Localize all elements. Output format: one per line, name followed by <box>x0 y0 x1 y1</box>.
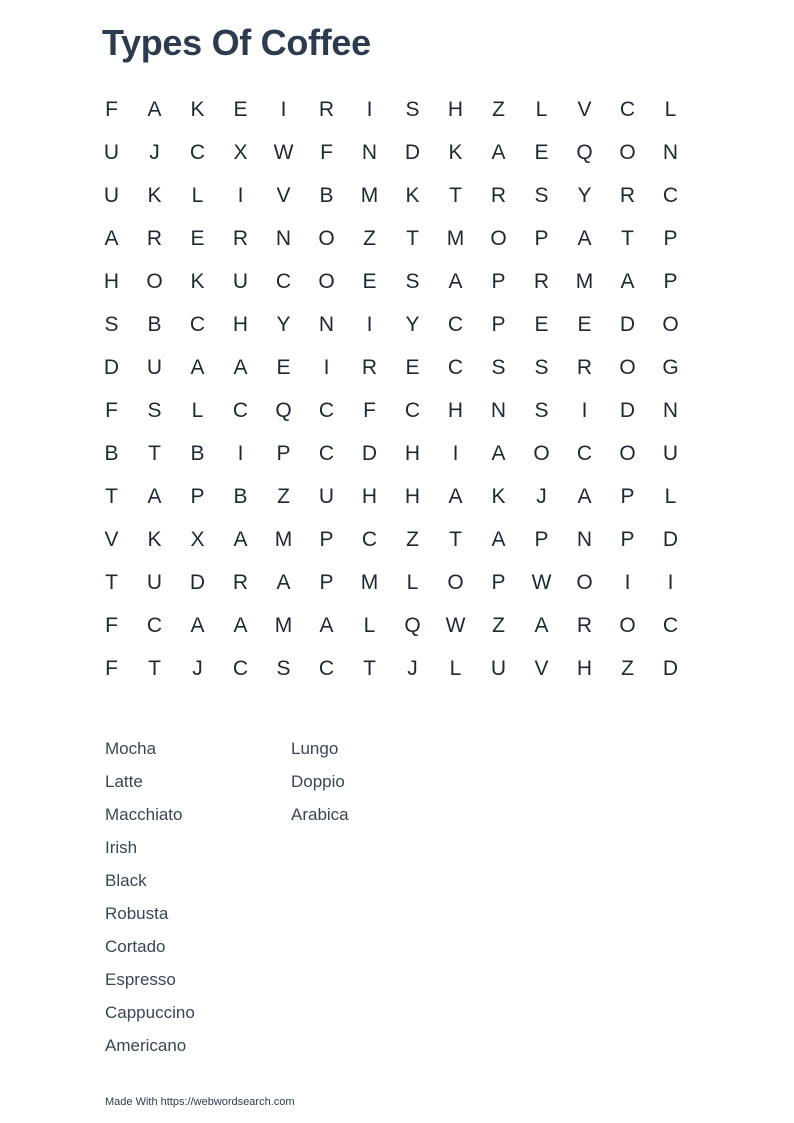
grid-letter: B <box>190 442 205 465</box>
grid-letter: R <box>318 98 335 121</box>
grid-letter: H <box>404 485 421 508</box>
grid-letter: S <box>534 399 549 422</box>
grid-letter: R <box>533 270 550 293</box>
grid-letter: X <box>190 528 205 551</box>
grid-letter: C <box>318 399 335 422</box>
grid-letter: J <box>536 485 547 508</box>
grid-letter: L <box>664 98 677 121</box>
grid-letter: L <box>363 614 376 637</box>
grid-letter: M <box>274 614 293 637</box>
grid-letter: I <box>452 442 459 465</box>
grid-letter: Q <box>404 614 421 637</box>
grid-letter: B <box>319 184 334 207</box>
grid-letter: U <box>318 485 335 508</box>
grid-letter: A <box>190 614 205 637</box>
grid-letter: R <box>232 227 249 250</box>
letter-grid <box>90 88 692 690</box>
grid-letter: O <box>146 270 163 293</box>
grid-letter: F <box>320 141 333 164</box>
grid-letter: S <box>276 657 291 680</box>
footer-credit: Made With https://webwordsearch.com <box>105 1096 295 1108</box>
grid-letter: P <box>491 313 506 336</box>
grid-letter: P <box>620 528 635 551</box>
grid-letter: P <box>620 485 635 508</box>
grid-letter: P <box>491 270 506 293</box>
grid-letter: D <box>619 313 636 336</box>
grid-letter: L <box>535 98 548 121</box>
grid-letter: S <box>405 98 420 121</box>
grid-letter: N <box>318 313 335 336</box>
grid-letter: N <box>576 528 593 551</box>
word-list-item: Lungo <box>291 739 339 758</box>
grid-letter: A <box>491 528 506 551</box>
grid-letter: I <box>366 313 373 336</box>
word-list-item: Mocha <box>105 739 157 758</box>
word-list-item: Latte <box>105 772 143 791</box>
grid-letter: P <box>276 442 291 465</box>
grid-letter: D <box>404 141 421 164</box>
grid-letter: W <box>273 141 294 164</box>
grid-letter: T <box>148 657 161 680</box>
grid-letter: W <box>531 571 552 594</box>
grid-letter: W <box>445 614 466 637</box>
grid-letter: R <box>576 614 593 637</box>
grid-letter: S <box>534 184 549 207</box>
grid-letter: A <box>104 227 119 250</box>
grid-letter: L <box>191 399 204 422</box>
grid-letter: V <box>577 98 592 121</box>
grid-letter: B <box>104 442 119 465</box>
grid-letter: C <box>318 442 335 465</box>
page-title: Types Of Coffee <box>102 22 371 63</box>
grid-letter: U <box>232 270 249 293</box>
grid-letter: T <box>449 184 462 207</box>
grid-letter: A <box>448 270 463 293</box>
grid-letter: C <box>662 614 679 637</box>
grid-letter: Q <box>576 141 593 164</box>
grid-letter: R <box>490 184 507 207</box>
grid-letter: R <box>232 571 249 594</box>
grid-letter: R <box>361 356 378 379</box>
grid-letter: F <box>105 399 118 422</box>
grid-letter: I <box>581 399 588 422</box>
grid-letter: C <box>189 313 206 336</box>
grid-letter: F <box>363 399 376 422</box>
grid-letter: K <box>190 270 205 293</box>
grid-letter: A <box>233 356 248 379</box>
grid-letter: C <box>189 141 206 164</box>
grid-letter: P <box>534 227 549 250</box>
grid-letter: F <box>105 614 118 637</box>
grid-letter: P <box>663 270 678 293</box>
grid-letter: Z <box>492 98 505 121</box>
grid-letter: A <box>147 98 162 121</box>
grid-letter: C <box>146 614 163 637</box>
grid-letter: I <box>237 184 244 207</box>
grid-letter: T <box>105 485 118 508</box>
grid-letter: K <box>147 528 162 551</box>
grid-letter: Z <box>621 657 634 680</box>
grid-letter: C <box>361 528 378 551</box>
grid-letter: O <box>619 614 636 637</box>
grid-letter: T <box>105 571 118 594</box>
grid-letter: Y <box>405 313 420 336</box>
grid-letter: S <box>147 399 162 422</box>
grid-letter: C <box>232 657 249 680</box>
grid-letter: E <box>190 227 205 250</box>
grid-letter: D <box>662 528 679 551</box>
grid-letter: D <box>361 442 378 465</box>
grid-letter: C <box>404 399 421 422</box>
grid-letter: E <box>534 141 549 164</box>
grid-letter: A <box>577 227 592 250</box>
grid-letter: D <box>619 399 636 422</box>
grid-letter: U <box>146 571 163 594</box>
word-list-item: Cortado <box>105 937 166 956</box>
grid-letter: D <box>662 657 679 680</box>
grid-letter: K <box>147 184 162 207</box>
grid-letter: F <box>105 657 118 680</box>
grid-letter: C <box>662 184 679 207</box>
grid-letter: S <box>405 270 420 293</box>
grid-letter: V <box>534 657 549 680</box>
grid-letter: C <box>619 98 636 121</box>
grid-letter: Y <box>276 313 291 336</box>
grid-letter: H <box>447 98 464 121</box>
word-list-item: Cappuccino <box>105 1003 195 1022</box>
grid-letter: A <box>190 356 205 379</box>
grid-letter: L <box>449 657 462 680</box>
grid-letter: P <box>319 571 334 594</box>
grid-letter: M <box>446 227 465 250</box>
grid-letter: Z <box>492 614 505 637</box>
grid-letter: A <box>577 485 592 508</box>
grid-letter: O <box>533 442 550 465</box>
grid-letter: Z <box>406 528 419 551</box>
grid-letter: A <box>319 614 334 637</box>
grid-letter: U <box>103 141 120 164</box>
grid-letter: H <box>404 442 421 465</box>
grid-letter: L <box>191 184 204 207</box>
grid-letter: A <box>491 442 506 465</box>
grid-letter: U <box>662 442 679 465</box>
grid-letter: N <box>662 141 679 164</box>
grid-letter: K <box>190 98 205 121</box>
grid-letter: C <box>275 270 292 293</box>
grid-letter: E <box>276 356 291 379</box>
grid-letter: A <box>491 141 506 164</box>
grid-letter: I <box>624 571 631 594</box>
grid-letter: O <box>490 227 507 250</box>
grid-letter: S <box>534 356 549 379</box>
grid-letter: P <box>663 227 678 250</box>
grid-letter: M <box>360 571 379 594</box>
grid-letter: N <box>275 227 292 250</box>
grid-letter: J <box>192 657 203 680</box>
grid-letter: H <box>103 270 120 293</box>
grid-letter: O <box>318 270 335 293</box>
grid-letter: J <box>149 141 160 164</box>
grid-letter: G <box>662 356 679 379</box>
grid-letter: A <box>233 528 248 551</box>
grid-letter: T <box>406 227 419 250</box>
grid-letter: O <box>662 313 679 336</box>
grid-letter: A <box>534 614 549 637</box>
grid-letter: P <box>491 571 506 594</box>
grid-letter: H <box>361 485 378 508</box>
grid-letter: F <box>105 98 118 121</box>
grid-letter: O <box>576 571 593 594</box>
grid-letter: R <box>146 227 163 250</box>
grid-letter: L <box>664 485 677 508</box>
word-list-item: Robusta <box>105 904 169 923</box>
grid-letter: E <box>534 313 549 336</box>
grid-letter: R <box>576 356 593 379</box>
grid-letter: R <box>619 184 636 207</box>
grid-letter: L <box>406 571 419 594</box>
grid-letter: V <box>104 528 119 551</box>
grid-letter: E <box>233 98 248 121</box>
grid-letter: I <box>366 98 373 121</box>
word-list-column-2 <box>291 737 477 1067</box>
word-list <box>105 737 477 1067</box>
grid-letter: O <box>619 141 636 164</box>
grid-letter: U <box>103 184 120 207</box>
grid-letter: H <box>576 657 593 680</box>
grid-letter: Z <box>277 485 290 508</box>
grid-letter: C <box>447 313 464 336</box>
grid-letter: K <box>491 485 506 508</box>
grid-letter: C <box>576 442 593 465</box>
grid-letter: O <box>318 227 335 250</box>
grid-letter: A <box>233 614 248 637</box>
grid-letter: A <box>276 571 291 594</box>
grid-letter: N <box>490 399 507 422</box>
grid-letter: A <box>448 485 463 508</box>
grid-letter: O <box>447 571 464 594</box>
grid-letter: T <box>363 657 376 680</box>
grid-letter: T <box>621 227 634 250</box>
grid-letter: O <box>619 442 636 465</box>
word-list-item: Irish <box>105 838 138 857</box>
grid-letter: N <box>361 141 378 164</box>
grid-letter: N <box>662 399 679 422</box>
grid-letter: Q <box>275 399 292 422</box>
word-list-item: Arabica <box>291 805 349 824</box>
grid-letter: U <box>146 356 163 379</box>
word-list-item: Doppio <box>291 772 345 791</box>
grid-letter: U <box>490 657 507 680</box>
grid-letter: J <box>407 657 418 680</box>
grid-letter: I <box>280 98 287 121</box>
grid-letter: E <box>405 356 420 379</box>
grid-letter: T <box>449 528 462 551</box>
grid-letter: M <box>360 184 379 207</box>
grid-letter: M <box>575 270 594 293</box>
grid-letter: K <box>405 184 420 207</box>
grid-letter: Y <box>577 184 592 207</box>
grid-letter: D <box>189 571 206 594</box>
grid-letter: A <box>147 485 162 508</box>
grid-letter: O <box>619 356 636 379</box>
grid-letter: B <box>233 485 248 508</box>
grid-letter: I <box>323 356 330 379</box>
grid-letter: S <box>104 313 119 336</box>
word-list-item: Macchiato <box>105 805 183 824</box>
word-list-column-1 <box>105 737 291 1067</box>
grid-letter: C <box>447 356 464 379</box>
grid-letter: X <box>233 141 248 164</box>
grid-letter: P <box>319 528 334 551</box>
grid-letter: E <box>577 313 592 336</box>
word-list-item: Espresso <box>105 970 176 989</box>
grid-letter: H <box>232 313 249 336</box>
grid-letter: I <box>237 442 244 465</box>
grid-letter: D <box>103 356 120 379</box>
grid-letter: P <box>534 528 549 551</box>
grid-letter: C <box>318 657 335 680</box>
grid-letter: I <box>667 571 674 594</box>
grid-letter: A <box>620 270 635 293</box>
grid-letter: H <box>447 399 464 422</box>
grid-letter: S <box>491 356 506 379</box>
grid-letter: K <box>448 141 463 164</box>
grid-letter: T <box>148 442 161 465</box>
grid-letter: E <box>362 270 377 293</box>
grid-letter: C <box>232 399 249 422</box>
word-list-item: Americano <box>105 1036 187 1055</box>
word-list-item: Black <box>105 871 147 890</box>
grid-letter: M <box>274 528 293 551</box>
grid-letter: Z <box>363 227 376 250</box>
grid-letter: B <box>147 313 162 336</box>
grid-letter: P <box>190 485 205 508</box>
grid-letter: V <box>276 184 291 207</box>
